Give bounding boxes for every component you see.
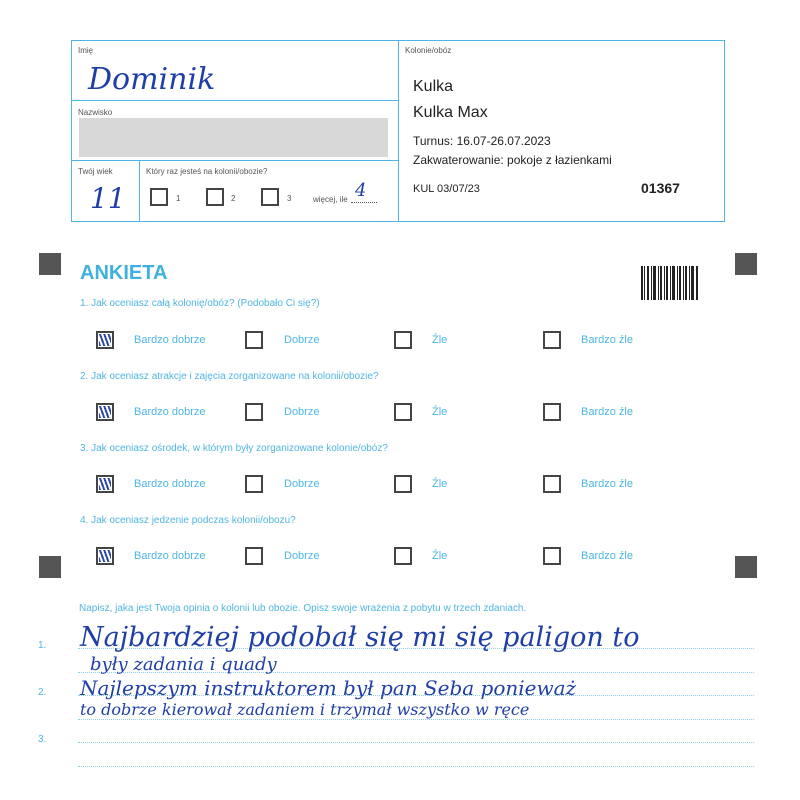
ktory-raz-option-1: 1 [176, 194, 181, 203]
q1-option-dobrze[interactable] [245, 331, 263, 349]
line-number-1: 1. [38, 640, 47, 651]
option-label: Bardzo dobrze [134, 334, 206, 346]
option-label: Bardzo źle [581, 478, 633, 490]
ktory-raz-checkbox-1[interactable] [150, 188, 168, 206]
q4-option-dobrze[interactable] [245, 547, 263, 565]
q2-option-bardzo-zle[interactable] [543, 403, 561, 421]
imie-value[interactable]: Dominik [88, 62, 216, 97]
option-label: Dobrze [284, 406, 320, 418]
corner-marker [39, 556, 61, 578]
ktory-raz-option-2: 2 [231, 194, 236, 203]
corner-marker [39, 253, 61, 275]
ktory-raz-checkbox-2[interactable] [206, 188, 224, 206]
q4-option-bardzo-dobrze[interactable] [96, 547, 114, 565]
header-line [71, 160, 399, 161]
q2-option-zle[interactable] [394, 403, 412, 421]
wiecej-line [351, 202, 377, 203]
writing-line [78, 719, 754, 720]
line-number-2: 2. [38, 687, 47, 698]
q2-option-dobrze[interactable] [245, 403, 263, 421]
option-label: Dobrze [284, 334, 320, 346]
option-label: Bardzo dobrze [134, 478, 206, 490]
option-label: Bardzo źle [581, 550, 633, 562]
survey-title: ANKIETA [80, 262, 168, 284]
question-3: 3. Jak oceniasz ośrodek, w którym były zorganizowane kolonie/obóz? [80, 443, 388, 454]
handwriting-line-2[interactable]: były zadania i quady [90, 654, 277, 675]
q1-option-zle[interactable] [394, 331, 412, 349]
question-2: 2. Jak oceniasz atrakcje i zajęcia zorganizowane na kolonii/obozie? [80, 371, 379, 382]
opinion-prompt: Napisz, jaka jest Twoja opinia o kolonii lub obozie. Opisz swoje wrażenia z pobytu w trzech zdaniach. [79, 603, 527, 614]
writing-line [78, 766, 754, 767]
wiek-value[interactable]: 11 [90, 182, 126, 215]
camp-name: Kulka [413, 78, 454, 95]
kolonie-label: Kolonie/obóz [405, 46, 452, 55]
ktory-raz-label: Który raz jesteś na kolonii/obozie? [146, 167, 268, 176]
q3-option-bardzo-dobrze[interactable] [96, 475, 114, 493]
handwriting-line-1[interactable]: Najbardziej podobał się mi się paligon to [80, 622, 640, 653]
question-4: 4. Jak oceniasz jedzenie podczas kolonii/obozu? [80, 515, 296, 526]
option-label: Źle [432, 406, 448, 418]
imie-label: Imię [78, 46, 94, 55]
wiecej-label: więcej, ile [313, 195, 348, 204]
corner-marker [735, 253, 757, 275]
handwriting-line-4[interactable]: to dobrze kierował zadaniem i trzymał wszystko w ręce [80, 700, 530, 719]
option-label: Bardzo dobrze [134, 406, 206, 418]
header-line [139, 160, 140, 221]
q3-option-bardzo-zle[interactable] [543, 475, 561, 493]
option-label: Bardzo dobrze [134, 550, 206, 562]
wiek-label: Twój wiek [78, 167, 113, 176]
nazwisko-redacted [79, 118, 388, 157]
option-label: Źle [432, 550, 448, 562]
option-label: Dobrze [284, 478, 320, 490]
option-label: Bardzo źle [581, 334, 633, 346]
wiecej-value[interactable]: 4 [355, 180, 367, 201]
form-number: 01367 [641, 180, 680, 196]
line-number-3: 3. [38, 734, 47, 745]
option-label: Dobrze [284, 550, 320, 562]
question-1: 1. Jak oceniasz całą kolonię/obóz? (Podobało Ci się?) [80, 298, 320, 309]
q1-option-bardzo-dobrze[interactable] [96, 331, 114, 349]
writing-line [78, 742, 754, 743]
q4-option-zle[interactable] [394, 547, 412, 565]
ktory-raz-option-3: 3 [287, 194, 292, 203]
option-label: Źle [432, 478, 448, 490]
zakwaterowanie: Zakwaterowanie: pokoje z łazienkami [413, 153, 612, 167]
q2-option-bardzo-dobrze[interactable] [96, 403, 114, 421]
turnus: Turnus: 16.07-26.07.2023 [413, 134, 551, 148]
q3-option-zle[interactable] [394, 475, 412, 493]
ktory-raz-checkbox-3[interactable] [261, 188, 279, 206]
corner-marker [735, 556, 757, 578]
q1-option-bardzo-zle[interactable] [543, 331, 561, 349]
header-line [71, 100, 399, 101]
camp-name-2: Kulka Max [413, 104, 488, 121]
q4-option-bardzo-zle[interactable] [543, 547, 561, 565]
q3-option-dobrze[interactable] [245, 475, 263, 493]
option-label: Źle [432, 334, 448, 346]
camp-code: KUL 03/07/23 [413, 183, 480, 195]
handwriting-line-3[interactable]: Najlepszym instruktorem był pan Seba ponieważ [80, 676, 577, 700]
nazwisko-label: Nazwisko [78, 108, 113, 117]
option-label: Bardzo źle [581, 406, 633, 418]
barcode [641, 266, 699, 300]
header-divider [398, 40, 399, 221]
